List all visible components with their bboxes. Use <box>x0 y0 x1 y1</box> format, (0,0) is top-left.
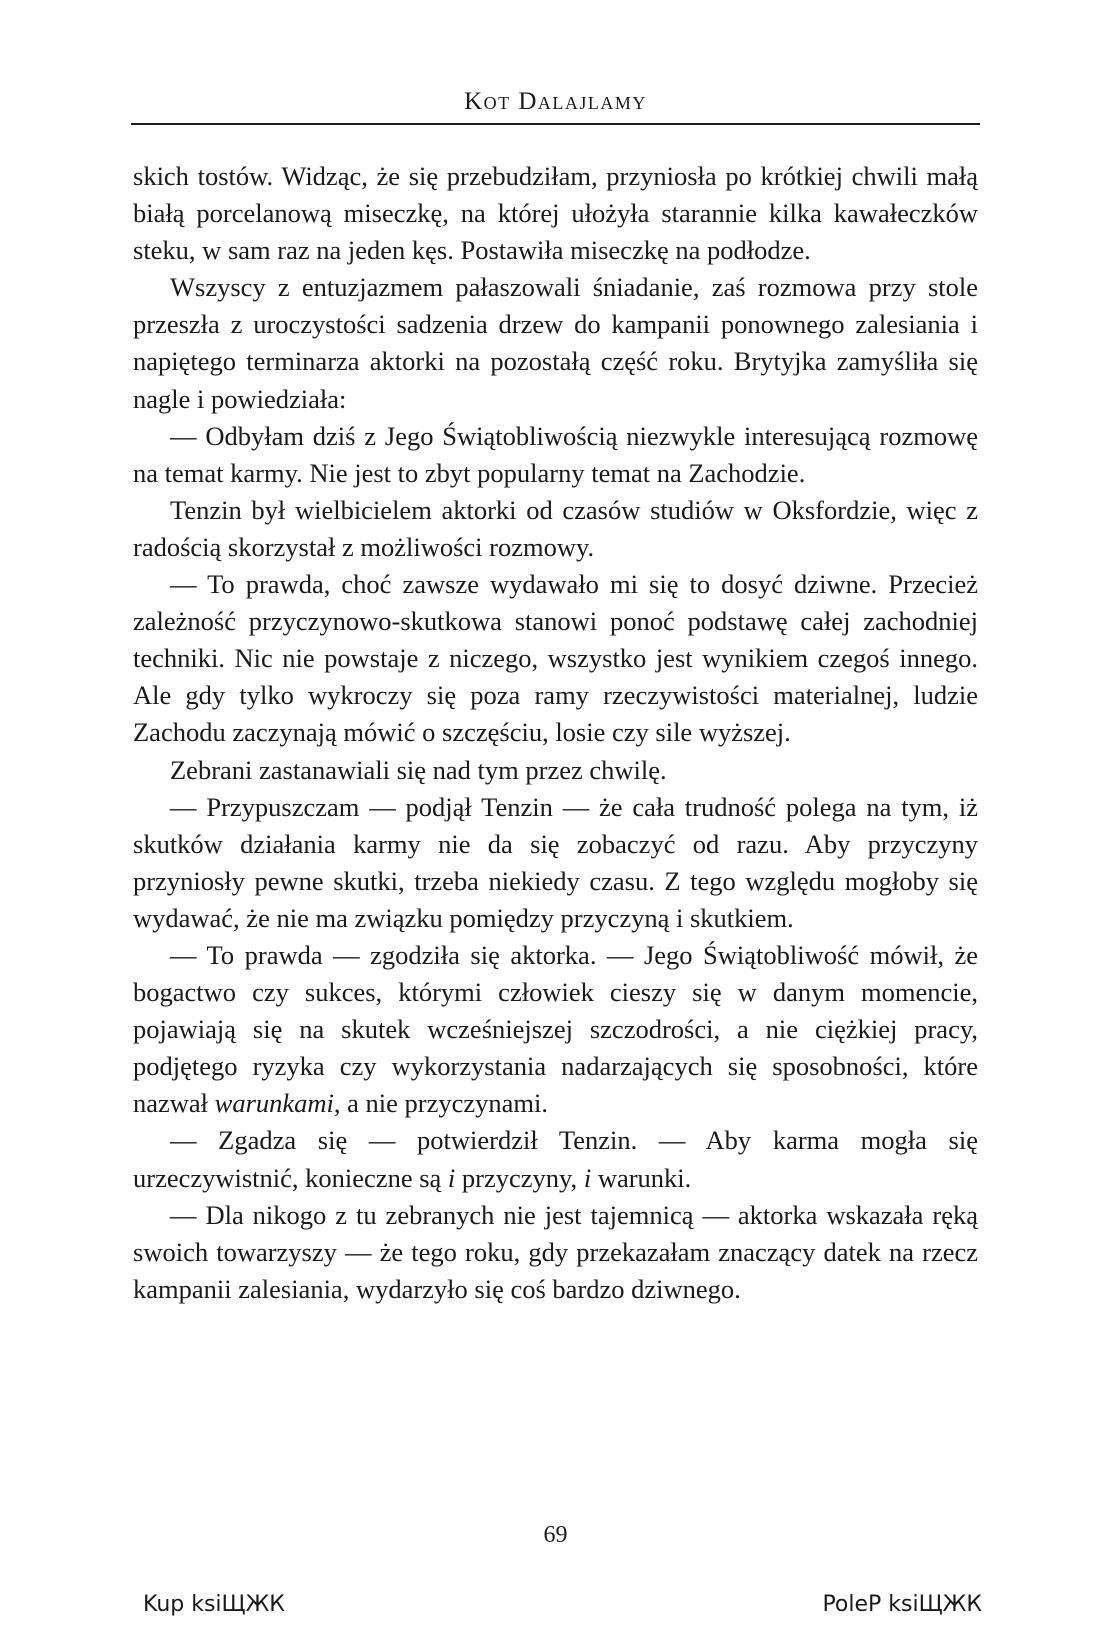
paragraph-9-emphasis-b: i <box>583 1162 592 1193</box>
paragraph-8-emphasis: warunkami <box>214 1088 334 1119</box>
paragraph-8 <box>133 937 978 1122</box>
paragraph-8-text-before: — To prawda — zgodziła się aktorka. — Jego Świątobliwość mówił, że bogactwo czy sukces, którymi człowiek cieszy się w danym momencie, pojawiają się na skutek wcześniejszej szczodrości, a nie ciężkiej pracy, podjętego ryzyka czy wykorzystania nadarzających się sposobności, które nazwał <box>133 939 978 1119</box>
paragraph-9-emphasis-a: i <box>447 1162 456 1193</box>
page-body <box>133 158 978 1308</box>
page-number: 69 <box>543 1522 568 1548</box>
paragraph-8-text-after: , a nie przyczynami. <box>333 1088 549 1119</box>
footer-recommend-link[interactable]: PoleР ksiЩЖК <box>822 1592 982 1617</box>
running-header <box>131 88 980 116</box>
header-rule <box>131 123 980 125</box>
footer-buy-link[interactable]: Kup ksiЩЖК <box>143 1592 285 1617</box>
paragraph-7: — Przypuszczam — podjął Tenzin — że cała trudność polega na tym, iż skutków działania karmy nie da się zobaczyć od razu. Aby przyczyny przyniosły pewne skutki, trzeba niekiedy czasu. Z tego względu mogłoby się wydawać, że nie ma związku pomiędzy przyczyną i skutkiem. <box>133 791 978 933</box>
paragraph-1: skich tostów. Widząc, że się przebudziłam, przyniosła po krótkiej chwili małą białą porcelanową miseczkę, na której ułożyła starannie kilka kawałeczków steku, w sam raz na jeden kęs. Postawiła miseczkę na podłodze. <box>133 161 978 266</box>
paragraph-9-text-b: przyczyny, <box>455 1162 584 1193</box>
paragraph-6: Zebrani zastanawiali się nad tym przez chwilę. <box>170 754 667 785</box>
paragraph-10: — Dla nikogo z tu zebranych nie jest tajemnicą — aktorka wskazała ręką swoich towarzyszy — że tego roku, gdy przekazałam znaczący datek na rzecz kampanii zalesiania, wydarzyło się coś bardzo dziwnego. <box>133 1199 978 1304</box>
paragraph-2: Wszyscy z entuzjazmem pałaszowali śniadanie, zaś rozmowa przy stole przeszła z uroczystości sadzenia drzew do kampanii ponownego zalesiania i napiętego terminarza aktorki na pozostałą część roku. Brytyjka zamyśliła się nagle i powiedziała: <box>133 272 978 414</box>
paragraph-9-text-c: warunki. <box>591 1162 692 1193</box>
paragraph-9 <box>133 1122 978 1196</box>
paragraph-9-text-a: — Zgadza się — potwierdził Tenzin. — Aby karma mogła się urzeczywistnić, konieczne są <box>133 1125 978 1193</box>
book-title: Kot Dalajlamy <box>464 88 647 115</box>
paragraph-3: — Odbyłam dziś z Jego Świątobliwością niezwykle interesującą rozmowę na temat karmy. Nie jest to zbyt popularny temat na Zachodzie. <box>133 420 978 488</box>
paragraph-5: — To prawda, choć zawsze wydawało mi się to dosyć dziwne. Przecież zależność przyczynowo-skutkowa stanowi ponoć podstawę całej zachodniej techniki. Nic nie powstaje z niczego, wszystko jest wynikiem czegoś innego. Ale gdy tylko wykroczy się poza ramy rzeczywistości materialnej, ludzie Zachodu zaczynają mówić o szczęściu, losie czy sile wyższej. <box>133 569 978 748</box>
paragraph-4: Tenzin był wielbicielem aktorki od czasów studiów w Oksfordzie, więc z radością skorzystał z możliwości rozmowy. <box>133 494 978 562</box>
